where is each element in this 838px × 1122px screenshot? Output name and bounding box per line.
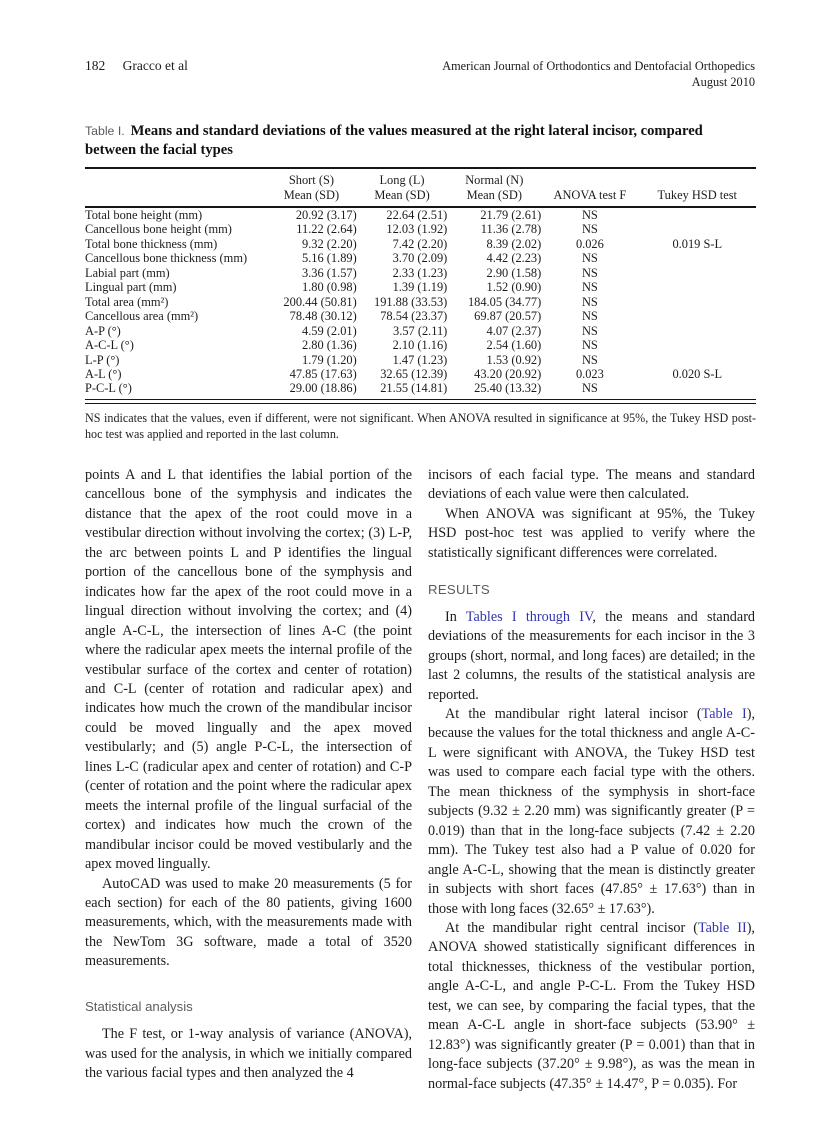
row-label: Cancellous bone height (mm): [85, 222, 232, 237]
row-label: Cancellous bone thickness (mm): [85, 251, 248, 266]
cell-value: 78.48 (30.12): [289, 309, 357, 324]
cell-value: NS: [581, 208, 598, 222]
cell-value: [639, 338, 756, 352]
table-header-row: [85, 168, 756, 207]
cell-value: 1.80 (0.98): [302, 280, 357, 295]
row-label: A-L (°): [85, 366, 122, 381]
paragraph: The F test, or 1-way analysis of variance (ANOVA), was used for the analysis, in which we initially compared the various facial types and then analyzed the 4: [85, 1026, 412, 1082]
text-run: ), ANOVA showed statistically significant differences in total thicknesses, thickness of the vestibular portion, angle A-C-L, and angle P-C-L. From the Tukey HSD test, we can see, by comparing the facial types, that the mean A-C-L angle in short-face subjects (53.90° ± 12.83°) was significantly greater (P = 0.001) than that in long-face subjects (37.20° ± 9.98°), as was the mean in normal-face subjects (47.35° ± 14.47°, P = 0.035). For: [428, 919, 755, 1092]
table-row: [85, 222, 756, 236]
cell-value: 32.65 (12.39): [380, 366, 448, 381]
running-head-right: [442, 58, 755, 90]
cell-value: 29.00 (18.86): [289, 381, 357, 396]
cell-value: 25.40 (13.32): [474, 381, 542, 396]
paragraph: [428, 919, 755, 1094]
row-label: P-C-L (°): [85, 381, 132, 396]
table-row: [85, 266, 756, 280]
paragraph: [428, 608, 755, 705]
cell-value: 8.39 (2.02): [486, 236, 542, 251]
paragraph: [428, 705, 755, 919]
column-header: ANOVA test F: [541, 168, 638, 207]
row-label: A-P (°): [85, 323, 121, 338]
text-run: At the mandibular right lateral incisor (: [445, 705, 702, 722]
cell-value: 7.42 (2.20): [392, 236, 448, 251]
row-label: Total bone height (mm): [85, 208, 203, 222]
cell-value: 21.79 (2.61): [480, 208, 542, 222]
column-header: Tukey HSD test: [639, 168, 756, 207]
column-header: Short (S) Mean (SD): [266, 168, 357, 207]
cell-value: NS: [581, 222, 598, 237]
paragraph: AutoCAD was used to make 20 measurements (5 for each section) for each of the 80 patients, giving 1600 measurements, which, with the measurements made with the NewTom 3G software, made a total of 3520 measurements.: [85, 875, 412, 970]
cell-value: NS: [581, 309, 598, 324]
cell-value: 4.07 (2.37): [486, 323, 542, 338]
table-reference-link[interactable]: Tables I through IV: [465, 608, 593, 625]
table-row: [85, 353, 756, 367]
cell-value: [639, 353, 756, 367]
table-row: [85, 381, 756, 395]
running-head-left: [85, 58, 188, 74]
cell-value: 69.87 (20.57): [474, 309, 542, 324]
text-run: In: [445, 608, 466, 625]
running-head-authors: Gracco et al: [122, 58, 188, 73]
cell-value: 2.10 (1.16): [392, 338, 448, 353]
row-label: Total area (mm²): [85, 294, 169, 309]
cell-value: 2.90 (1.58): [486, 265, 542, 280]
cell-value: [639, 222, 756, 236]
cell-value: 3.36 (1.57): [302, 265, 357, 280]
cell-value: 47.85 (17.63): [289, 366, 357, 381]
cell-value: 3.57 (2.11): [393, 323, 448, 338]
cell-value: 11.36 (2.78): [480, 222, 542, 237]
cell-value: NS: [581, 280, 598, 295]
cell-value: [639, 295, 756, 309]
cell-value: 21.55 (14.81): [380, 381, 448, 396]
cell-value: 1.53 (0.92): [486, 352, 542, 367]
cell-value: 20.92 (3.17): [295, 208, 357, 222]
cell-value: [639, 266, 756, 280]
row-label: L-P (°): [85, 352, 120, 367]
cell-value: 9.32 (2.20): [302, 236, 357, 251]
table-caption: [85, 122, 756, 160]
cell-value: NS: [581, 323, 598, 338]
cell-value: 43.20 (20.92): [474, 366, 542, 381]
cell-value: 0.019 S-L: [672, 236, 723, 251]
cell-value: 0.020 S-L: [672, 366, 723, 381]
body-columns: [85, 466, 756, 1094]
table-row: [85, 309, 756, 323]
section-heading-results: RESULTS: [428, 582, 490, 598]
table-body: [85, 207, 756, 396]
table-footnote: NS indicates that the values, even if different, were not significant. When ANOVA resulted in significance at 95%, the Tukey HSD post-hoc test was applied and reported in the last column.: [85, 410, 756, 442]
page-number: 182: [85, 58, 106, 73]
row-label: Total bone thickness (mm): [85, 236, 218, 251]
text-run: At the mandibular right central incisor (: [445, 919, 698, 936]
cell-value: 2.54 (1.60): [486, 338, 542, 353]
cell-value: 1.79 (1.20): [302, 352, 357, 367]
cell-value: 4.59 (2.01): [302, 323, 357, 338]
table-bottom-rule: [85, 399, 756, 404]
table-row: [85, 280, 756, 294]
section-heading-statistical-analysis: Statistical analysis: [85, 998, 193, 1014]
cell-value: 0.026: [575, 236, 604, 251]
column-header: Normal (N) Mean (SD): [447, 168, 541, 207]
cell-value: 191.88 (33.53): [374, 294, 448, 309]
table-reference-link[interactable]: Table II: [697, 919, 747, 936]
text-run: ), because the values for the total thickness and angle A-C-L were significant with ANOVA, the Tukey HSD test was used to compare each facial type with the others. The mean thickness of the symphysis in short-face subjects (9.32 ± 2.20 mm) was significantly greater (P = 0.019) than that in the long-face subjects (7.42 ± 2.20 mm). The Tukey test also had a P value of 0.020 for angle A-C-L, showing that the mean is distinctly greater in subjects with short faces (47.85° ± 17.63°) than in those with long faces (32.65° ± 17.63°).: [428, 705, 755, 917]
cell-value: [639, 207, 756, 222]
table-block: [85, 122, 756, 442]
cell-value: 4.42 (2.23): [486, 251, 542, 266]
cell-value: 184.05 (34.77): [467, 294, 542, 309]
right-column: [428, 466, 755, 1094]
cell-value: 1.47 (1.23): [392, 352, 448, 367]
row-label: Cancellous area (mm²): [85, 309, 199, 324]
cell-value: [639, 381, 756, 395]
column-header: [85, 168, 266, 207]
table-row: [85, 251, 756, 265]
paragraph: When ANOVA was significant at 95%, the Tukey HSD post-hoc test was applied to verify where the statistically significant differences were correlated.: [428, 505, 755, 561]
row-label: A-C-L (°): [85, 338, 134, 353]
cell-value: [639, 324, 756, 338]
paragraph: incisors of each facial type. The means and standard deviations of each value were then calculated.: [428, 467, 755, 503]
table-row: [85, 207, 756, 222]
cell-value: [639, 280, 756, 294]
cell-value: NS: [581, 352, 598, 367]
table-row: [85, 237, 756, 251]
column-header: Long (L) Mean (SD): [357, 168, 448, 207]
cell-value: 3.70 (2.09): [392, 251, 448, 266]
paragraph: points A and L that identifies the labial portion of the cancellous bone of the symphysis and indicates the distance that the apex of the root could move in a vestibular direction without involving the cortex; (3) L-P, the arc between points L and P identifies the lingual portion of the cancellous bone of the symphysis and indicates how far the apex of the root could move in a lingual direction without involving the cortex; and (4) angle A-C-L, the intersection of lines A-C (the point where the radicular apex meets the internal profile of the vestibular surface of the cortex and center of rotation) and C-L (center of rotation and radicular apex) and indicates how much the crown of the mandibular incisor could be moved lingually and the apex moved vestibularly; and (5) angle P-C-L, the intersection of lines L-C (radicular apex and center of rotation) and C-P (center of rotation and the point where the radicular apex meets the internal profile of the lingual surfacial of the cortex) and indicates how much the crown of the mandibular incisor could be moved vestibularly and the apex moved lingually.: [85, 467, 412, 873]
cell-value: 5.16 (1.89): [302, 251, 357, 266]
cell-value: 2.33 (1.23): [392, 265, 448, 280]
table-caption-text: Means and standard deviations of the values measured at the right lateral incisor, compared between the facial types: [85, 123, 703, 158]
text-run: , the means and standard deviations of the measurements for each incisor in the 3 groups (short, normal, and long faces) are detailed; in the last 2 columns, the results of the statistical analysis are reported.: [428, 608, 756, 703]
cell-value: 0.023: [575, 366, 604, 381]
cell-value: NS: [581, 251, 598, 266]
cell-value: 2.80 (1.36): [302, 338, 357, 353]
data-table: [85, 167, 756, 396]
table-row: [85, 338, 756, 352]
table-label: Table I.: [85, 124, 125, 138]
journal-name: American Journal of Orthodontics and Dentofacial Orthopedics: [442, 59, 755, 73]
row-label: Labial part (mm): [85, 265, 170, 280]
cell-value: 1.39 (1.19): [392, 280, 448, 295]
cell-value: 78.54 (23.37): [380, 309, 448, 324]
cell-value: [639, 251, 756, 265]
table-reference-link[interactable]: Table I: [701, 705, 747, 722]
cell-value: NS: [581, 265, 598, 280]
cell-value: [639, 309, 756, 323]
row-label: Lingual part (mm): [85, 280, 177, 295]
cell-value: NS: [581, 338, 598, 353]
cell-value: 1.52 (0.90): [486, 280, 542, 295]
left-column: [85, 466, 412, 1094]
cell-value: 11.22 (2.64): [296, 222, 357, 237]
cell-value: 22.64 (2.51): [386, 208, 448, 222]
cell-value: NS: [581, 381, 598, 396]
issue-date: August 2010: [691, 75, 755, 89]
cell-value: NS: [581, 294, 598, 309]
table-row: [85, 367, 756, 381]
cell-value: 200.44 (50.81): [283, 294, 357, 309]
cell-value: 12.03 (1.92): [386, 222, 448, 237]
table-row: [85, 295, 756, 309]
table-row: [85, 324, 756, 338]
